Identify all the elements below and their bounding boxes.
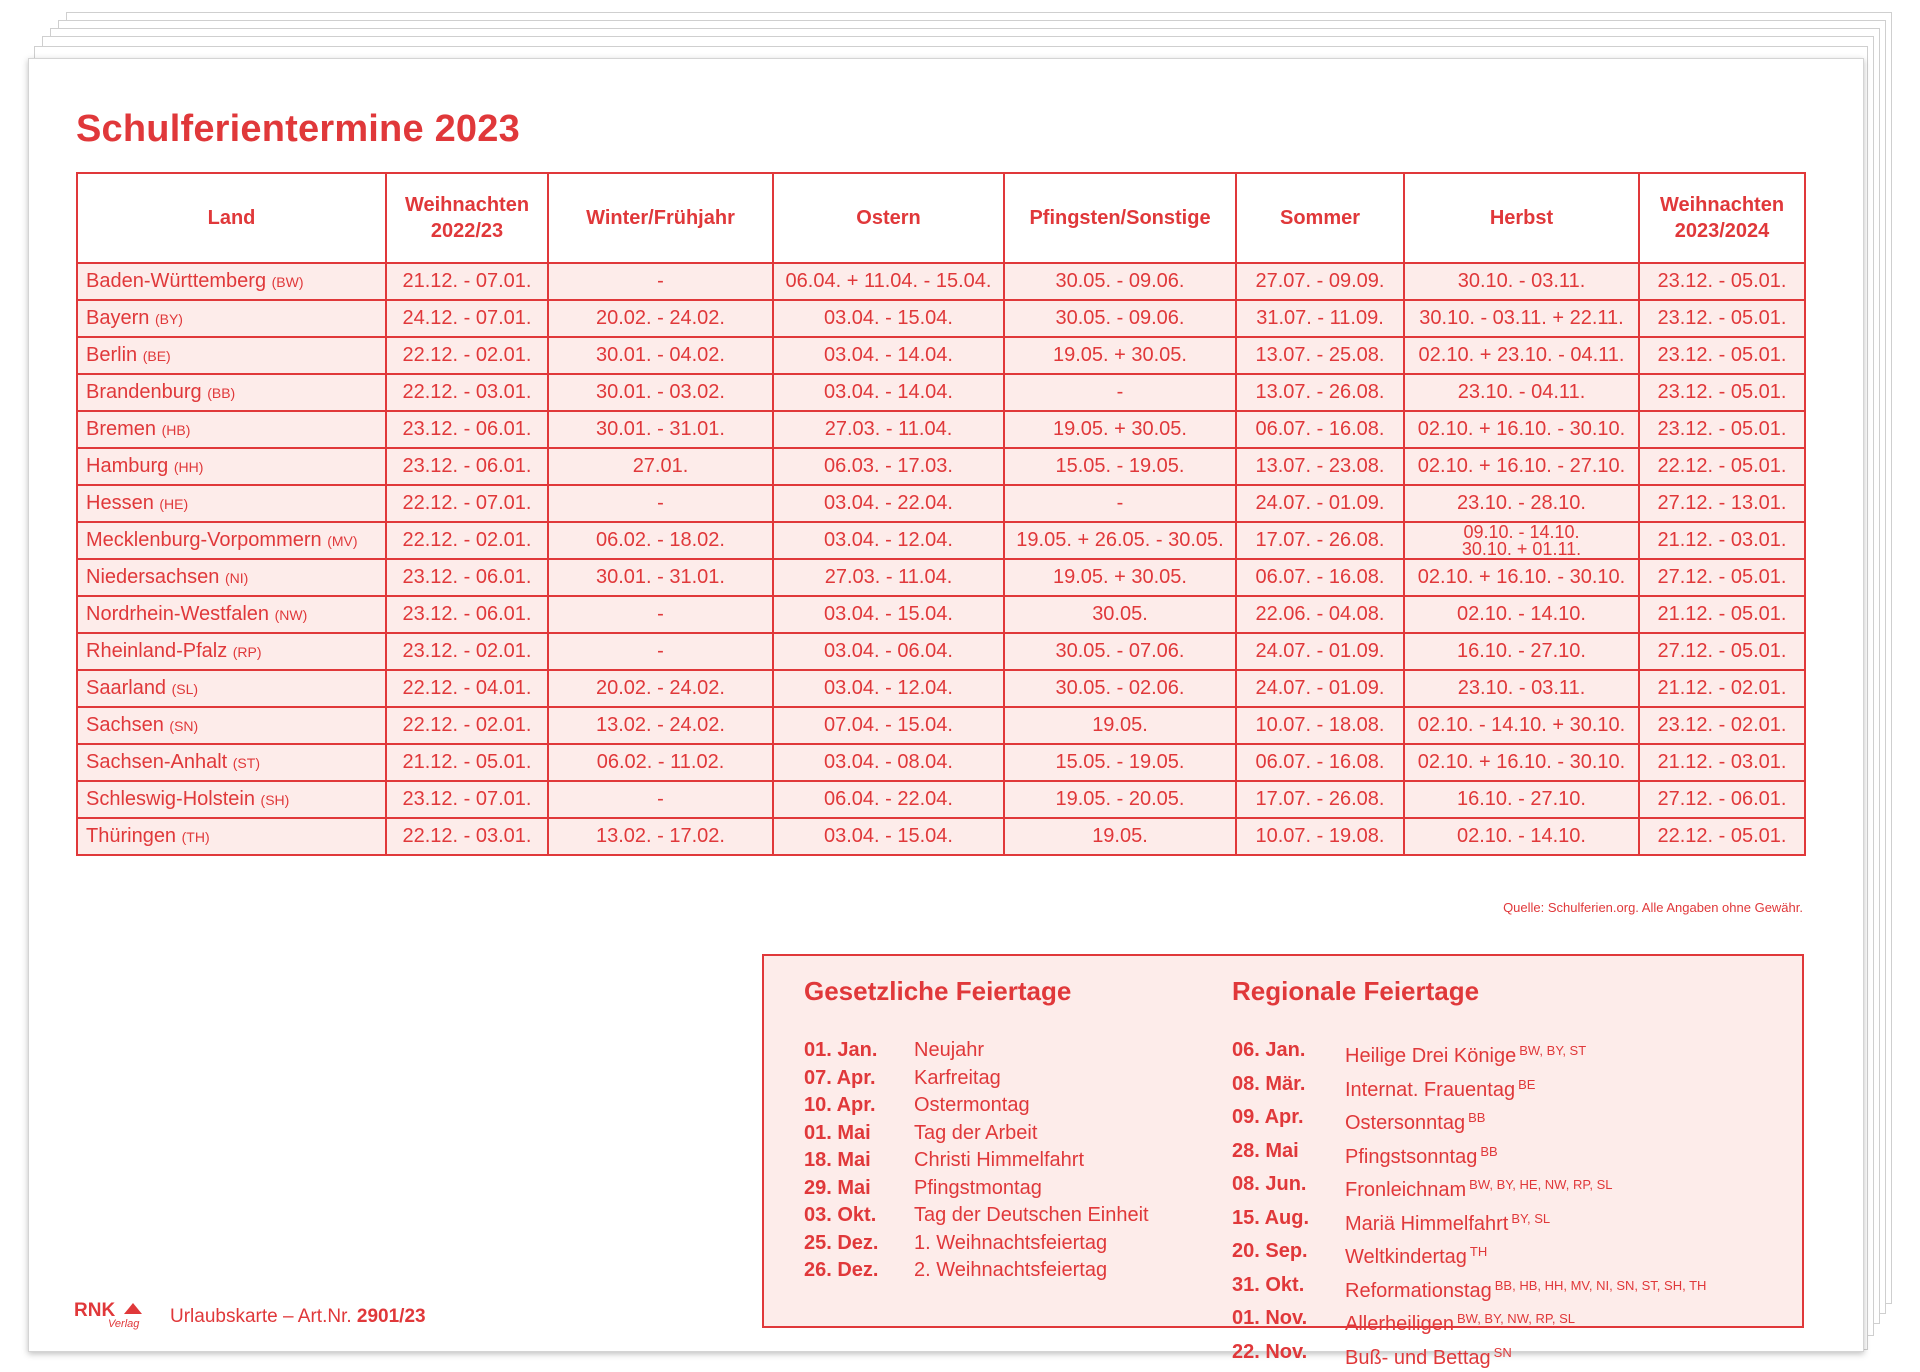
- holiday-range-cell: 03.04. - 14.04.: [773, 337, 1004, 374]
- holiday-range-cell: 30.05.: [1004, 596, 1236, 633]
- holiday-range-cell: 13.07. - 23.08.: [1236, 448, 1404, 485]
- holiday-range-cell: 10.07. - 18.08.: [1236, 707, 1404, 744]
- holiday-range-cell: 30.10. - 03.11. + 22.11.: [1404, 300, 1639, 337]
- holiday-range-cell: 03.04. - 15.04.: [773, 300, 1004, 337]
- holiday-range-cell: 10.07. - 19.08.: [1236, 818, 1404, 855]
- footer: [74, 1300, 426, 1330]
- holiday-states: TH: [1470, 1244, 1487, 1259]
- holiday-range-cell: 23.10. - 03.11.: [1404, 670, 1639, 707]
- holiday-date: 03. Okt.: [804, 1202, 914, 1230]
- state-cell: [77, 522, 386, 559]
- holiday-range-cell: -: [548, 485, 773, 522]
- holiday-range-cell: 23.10. - 28.10.: [1404, 485, 1639, 522]
- holiday-date: 10. Apr.: [804, 1092, 914, 1120]
- holiday-range-cell: 03.04. - 12.04.: [773, 522, 1004, 559]
- table-row: [77, 300, 1805, 337]
- holiday-name: [1345, 1071, 1535, 1105]
- holiday-range-cell: 23.12. - 05.01.: [1639, 337, 1805, 374]
- holiday-name: [1345, 1205, 1550, 1239]
- holiday-name-text: Heilige Drei Könige: [1345, 1045, 1516, 1067]
- holiday-name-text: Tag der Arbeit: [914, 1122, 1037, 1144]
- state-name: Brandenburg: [86, 381, 202, 403]
- rnk-verlag-logo: [74, 1300, 144, 1330]
- holiday-name-text: Weltkindertag: [1345, 1246, 1467, 1268]
- column-header: Weihnachten 2022/23: [386, 173, 548, 263]
- holiday-range-cell: 06.02. - 18.02.: [548, 522, 773, 559]
- holiday-date: 01. Jan.: [804, 1037, 914, 1065]
- holiday-range-cell: 06.03. - 17.03.: [773, 448, 1004, 485]
- holiday-date: 08. Jun.: [1232, 1171, 1345, 1205]
- holiday-range-cell: 13.07. - 25.08.: [1236, 337, 1404, 374]
- column-header: Land: [77, 173, 386, 263]
- national-holidays-heading: Gesetzliche Feiertage: [804, 976, 1149, 1007]
- holiday-range-cell: 22.12. - 02.01.: [386, 707, 548, 744]
- holiday-range-cell: 24.07. - 01.09.: [1236, 633, 1404, 670]
- holiday-name: [914, 1230, 1107, 1258]
- holiday-range-cell: 23.12. - 07.01.: [386, 781, 548, 818]
- holiday-range-cell: 03.04. - 12.04.: [773, 670, 1004, 707]
- holiday-item: [1232, 1037, 1706, 1071]
- holiday-range-cell: 19.05. + 26.05. - 30.05.: [1004, 522, 1236, 559]
- holiday-name: [1345, 1138, 1498, 1172]
- table-row: [77, 559, 1805, 596]
- holiday-range-cell: 22.12. - 04.01.: [386, 670, 548, 707]
- holiday-range-cell: 02.10. + 16.10. - 30.10.: [1404, 559, 1639, 596]
- holiday-range-cell: 30.05. - 07.06.: [1004, 633, 1236, 670]
- holiday-item: [804, 1147, 1149, 1175]
- holiday-name-text: 2. Weihnachtsfeiertag: [914, 1259, 1107, 1281]
- regional-holidays: [1232, 976, 1706, 1372]
- state-name: Nordrhein-Westfalen: [86, 603, 269, 625]
- holiday-range-cell: 02.10. - 14.10.: [1404, 596, 1639, 633]
- holiday-item: [804, 1092, 1149, 1120]
- state-abbreviation: (BB): [207, 385, 235, 401]
- holiday-states: BB: [1468, 1110, 1485, 1125]
- state-cell: [77, 633, 386, 670]
- holiday-states: BY, SL: [1511, 1211, 1550, 1226]
- holiday-range-cell: 16.10. - 27.10.: [1404, 633, 1639, 670]
- page-title: Schulferientermine 2023: [76, 108, 520, 151]
- state-cell: [77, 707, 386, 744]
- holiday-range-cell: 30.01. - 04.02.: [548, 337, 773, 374]
- holiday-name: [1345, 1238, 1487, 1272]
- column-header: Winter/Frühjahr: [548, 173, 773, 263]
- holiday-name-text: Internat. Frauentag: [1345, 1079, 1515, 1101]
- holiday-item: [1232, 1205, 1706, 1239]
- state-abbreviation: (BY): [155, 311, 183, 327]
- holiday-range-cell: 21.12. - 05.01.: [386, 744, 548, 781]
- state-name: Mecklenburg-Vorpommern: [86, 529, 322, 551]
- holiday-range-cell: 06.02. - 11.02.: [548, 744, 773, 781]
- holiday-range-cell: 22.12. - 07.01.: [386, 485, 548, 522]
- holiday-range-cell: 07.04. - 15.04.: [773, 707, 1004, 744]
- table-row: [77, 485, 1805, 522]
- holiday-item: [1232, 1305, 1706, 1339]
- holiday-item: [804, 1257, 1149, 1285]
- holiday-range-cell: -: [548, 596, 773, 633]
- holiday-range-cell: 30.10. - 03.11.: [1404, 263, 1639, 300]
- holiday-name: [914, 1092, 1030, 1120]
- state-name: Thüringen: [86, 825, 176, 847]
- holiday-item: [804, 1202, 1149, 1230]
- holiday-date: 22. Nov.: [1232, 1339, 1345, 1372]
- holiday-range-cell: 30.01. - 03.02.: [548, 374, 773, 411]
- holiday-range-cell: 21.12. - 05.01.: [1639, 596, 1805, 633]
- holiday-item: [1232, 1171, 1706, 1205]
- state-cell: [77, 411, 386, 448]
- holiday-range-cell: 31.07. - 11.09.: [1236, 300, 1404, 337]
- state-abbreviation: (BE): [143, 348, 171, 364]
- holiday-states: BB, HB, HH, MV, NI, SN, ST, SH, TH: [1495, 1278, 1707, 1293]
- holiday-range-cell: 23.12. - 02.01.: [1639, 707, 1805, 744]
- holiday-range-cell: 20.02. - 24.02.: [548, 300, 773, 337]
- state-cell: [77, 263, 386, 300]
- holiday-range-cell: 17.07. - 26.08.: [1236, 522, 1404, 559]
- holiday-name: [914, 1147, 1084, 1175]
- holiday-range-cell: 06.07. - 16.08.: [1236, 411, 1404, 448]
- holiday-name: [914, 1120, 1037, 1148]
- holiday-range-cell: 19.05. + 30.05.: [1004, 559, 1236, 596]
- state-abbreviation: (NI): [225, 570, 248, 586]
- logo-triangle-icon: [124, 1303, 142, 1314]
- holiday-range-cell: 22.06. - 04.08.: [1236, 596, 1404, 633]
- holiday-range-cell: 19.05.: [1004, 707, 1236, 744]
- column-header: Herbst: [1404, 173, 1639, 263]
- holiday-states: BB: [1480, 1144, 1497, 1159]
- state-abbreviation: (SN): [169, 718, 198, 734]
- article-number: [170, 1306, 426, 1328]
- holiday-range-cell: 17.07. - 26.08.: [1236, 781, 1404, 818]
- holiday-name: [914, 1037, 984, 1065]
- holiday-range-cell: 02.10. + 16.10. - 27.10.: [1404, 448, 1639, 485]
- holiday-item: [1232, 1339, 1706, 1372]
- holiday-name-text: Buß- und Bettag: [1345, 1347, 1491, 1369]
- holiday-name-text: Neujahr: [914, 1039, 984, 1061]
- state-name: Baden-Württemberg: [86, 270, 266, 292]
- holiday-name: [1345, 1037, 1586, 1071]
- holiday-range-cell: 06.04. + 11.04. - 15.04.: [773, 263, 1004, 300]
- holiday-date: 06. Jan.: [1232, 1037, 1345, 1071]
- holiday-range-cell: 09.10. - 14.10. 30.10. + 01.11.: [1404, 522, 1639, 559]
- holiday-name-text: Karfreitag: [914, 1067, 1001, 1089]
- holiday-name-text: 1. Weihnachtsfeiertag: [914, 1232, 1107, 1254]
- holiday-name-text: Reformationstag: [1345, 1280, 1492, 1302]
- holiday-range-cell: 24.07. - 01.09.: [1236, 485, 1404, 522]
- holiday-states: BW, BY, HE, NW, RP, SL: [1469, 1177, 1612, 1192]
- holiday-range-cell: 27.12. - 13.01.: [1639, 485, 1805, 522]
- holiday-range-cell: 27.03. - 11.04.: [773, 411, 1004, 448]
- holiday-range-cell: 22.12. - 03.01.: [386, 818, 548, 855]
- article-number-value: 2901/23: [357, 1306, 426, 1327]
- holiday-date: 28. Mai: [1232, 1138, 1345, 1172]
- table-row: [77, 633, 1805, 670]
- holiday-name-text: Tag der Deutschen Einheit: [914, 1204, 1149, 1226]
- regional-holidays-heading: Regionale Feiertage: [1232, 976, 1706, 1007]
- state-cell: [77, 744, 386, 781]
- holiday-range-cell: 27.12. - 06.01.: [1639, 781, 1805, 818]
- holiday-name-text: Mariä Himmelfahrt: [1345, 1213, 1508, 1235]
- state-cell: [77, 485, 386, 522]
- holiday-range-cell: 30.05. - 02.06.: [1004, 670, 1236, 707]
- holiday-range-cell: 22.12. - 02.01.: [386, 337, 548, 374]
- holiday-range-cell: 21.12. - 07.01.: [386, 263, 548, 300]
- table-row: [77, 818, 1805, 855]
- holiday-item: [804, 1037, 1149, 1065]
- state-cell: [77, 818, 386, 855]
- state-name: Niedersachsen: [86, 566, 219, 588]
- holiday-date: 18. Mai: [804, 1147, 914, 1175]
- table-row: [77, 411, 1805, 448]
- holiday-range-cell: 30.05. - 09.06.: [1004, 263, 1236, 300]
- holiday-name-text: Pfingstsonntag: [1345, 1146, 1477, 1168]
- holiday-item: [1232, 1138, 1706, 1172]
- holiday-name: [914, 1202, 1149, 1230]
- holiday-range-cell: 15.05. - 19.05.: [1004, 744, 1236, 781]
- holiday-range-cell: -: [1004, 374, 1236, 411]
- state-abbreviation: (MV): [327, 533, 357, 549]
- state-abbreviation: (BW): [272, 274, 304, 290]
- holiday-range-cell: 24.12. - 07.01.: [386, 300, 548, 337]
- state-cell: [77, 781, 386, 818]
- holiday-range-cell: 03.04. - 15.04.: [773, 596, 1004, 633]
- holiday-range-cell: 22.12. - 05.01.: [1639, 818, 1805, 855]
- holiday-date: 01. Mai: [804, 1120, 914, 1148]
- holiday-range-cell: 19.05. + 30.05.: [1004, 337, 1236, 374]
- holiday-range-cell: 22.12. - 02.01.: [386, 522, 548, 559]
- holiday-range-cell: 23.12. - 05.01.: [1639, 411, 1805, 448]
- state-name: Hessen: [86, 492, 154, 514]
- holiday-states: BW, BY, ST: [1519, 1043, 1586, 1058]
- holiday-range-cell: 23.12. - 05.01.: [1639, 300, 1805, 337]
- holiday-range-cell: 30.05. - 09.06.: [1004, 300, 1236, 337]
- source-note: Quelle: Schulferien.org. Alle Angaben ohne Gewähr.: [1503, 900, 1803, 915]
- state-abbreviation: (RP): [233, 644, 262, 660]
- holiday-range-cell: 16.10. - 27.10.: [1404, 781, 1639, 818]
- holiday-name-text: Fronleichnam: [1345, 1179, 1466, 1201]
- holiday-range-cell: 03.04. - 15.04.: [773, 818, 1004, 855]
- state-name: Rheinland-Pfalz: [86, 640, 227, 662]
- holiday-range-cell: 06.07. - 16.08.: [1236, 744, 1404, 781]
- holiday-range-cell: 23.12. - 06.01.: [386, 411, 548, 448]
- holiday-date: 25. Dez.: [804, 1230, 914, 1258]
- holiday-date: 29. Mai: [804, 1175, 914, 1203]
- state-abbreviation: (HE): [159, 496, 188, 512]
- holiday-name: [914, 1257, 1107, 1285]
- holiday-range-cell: 23.10. - 04.11.: [1404, 374, 1639, 411]
- holiday-range-cell: 19.05. + 30.05.: [1004, 411, 1236, 448]
- holiday-range-cell: -: [548, 263, 773, 300]
- holiday-range-cell: 02.10. + 16.10. - 30.10.: [1404, 411, 1639, 448]
- table-row: [77, 448, 1805, 485]
- holiday-range-cell: 06.04. - 22.04.: [773, 781, 1004, 818]
- state-abbreviation: (HH): [174, 459, 204, 475]
- state-cell: [77, 337, 386, 374]
- holiday-states: SN: [1494, 1345, 1512, 1360]
- holiday-range-cell: 15.05. - 19.05.: [1004, 448, 1236, 485]
- holiday-name-text: Christi Himmelfahrt: [914, 1149, 1084, 1171]
- state-cell: [77, 670, 386, 707]
- holiday-date: 07. Apr.: [804, 1065, 914, 1093]
- state-cell: [77, 559, 386, 596]
- holiday-range-cell: 21.12. - 03.01.: [1639, 744, 1805, 781]
- school-holidays-table: [76, 172, 1806, 856]
- holiday-range-cell: 23.12. - 06.01.: [386, 559, 548, 596]
- holiday-range-cell: 02.10. + 23.10. - 04.11.: [1404, 337, 1639, 374]
- holiday-range-cell: 19.05.: [1004, 818, 1236, 855]
- holiday-range-cell: 24.07. - 01.09.: [1236, 670, 1404, 707]
- holiday-range-cell: 20.02. - 24.02.: [548, 670, 773, 707]
- holiday-range-cell: 21.12. - 03.01.: [1639, 522, 1805, 559]
- holiday-range-cell: 13.02. - 17.02.: [548, 818, 773, 855]
- holiday-range-cell: 03.04. - 08.04.: [773, 744, 1004, 781]
- holiday-range-cell: 06.07. - 16.08.: [1236, 559, 1404, 596]
- holiday-date: 08. Mär.: [1232, 1071, 1345, 1105]
- table-row: [77, 337, 1805, 374]
- holiday-date: 01. Nov.: [1232, 1305, 1345, 1339]
- holiday-item: [1232, 1071, 1706, 1105]
- holiday-name-text: Allerheiligen: [1345, 1313, 1454, 1335]
- holiday-range-cell: 02.10. - 14.10.: [1404, 818, 1639, 855]
- national-holidays: [804, 976, 1149, 1285]
- state-abbreviation: (SL): [172, 681, 198, 697]
- table-row: [77, 522, 1805, 559]
- holiday-range-cell: 27.03. - 11.04.: [773, 559, 1004, 596]
- holiday-range-cell: 02.10. + 16.10. - 30.10.: [1404, 744, 1639, 781]
- holiday-date: 15. Aug.: [1232, 1205, 1345, 1239]
- table-row: [77, 596, 1805, 633]
- holiday-name: [914, 1065, 1001, 1093]
- state-name: Schleswig-Holstein: [86, 788, 255, 810]
- holiday-range-cell: 27.01.: [548, 448, 773, 485]
- column-header: Sommer: [1236, 173, 1404, 263]
- holiday-range-cell: 30.01. - 31.01.: [548, 411, 773, 448]
- holiday-item: [804, 1230, 1149, 1258]
- holiday-range-cell: 27.12. - 05.01.: [1639, 633, 1805, 670]
- holiday-item: [804, 1175, 1149, 1203]
- holiday-range-cell: -: [548, 633, 773, 670]
- holiday-range-cell: 23.12. - 06.01.: [386, 596, 548, 633]
- holidays-box: [762, 954, 1804, 1328]
- holiday-range-cell: -: [548, 781, 773, 818]
- holiday-range-cell: 03.04. - 14.04.: [773, 374, 1004, 411]
- holiday-date: 31. Okt.: [1232, 1272, 1345, 1306]
- holiday-date: 20. Sep.: [1232, 1238, 1345, 1272]
- logo-text: RNK: [74, 1300, 115, 1322]
- holiday-item: [1232, 1272, 1706, 1306]
- state-abbreviation: (NW): [275, 607, 308, 623]
- holiday-date: 26. Dez.: [804, 1257, 914, 1285]
- state-abbreviation: (SH): [261, 792, 290, 808]
- table-row: [77, 707, 1805, 744]
- state-abbreviation: (ST): [233, 755, 260, 771]
- holiday-range-cell: 23.12. - 06.01.: [386, 448, 548, 485]
- holiday-name: [1345, 1305, 1575, 1339]
- state-name: Berlin: [86, 344, 137, 366]
- holiday-range-cell: 23.12. - 02.01.: [386, 633, 548, 670]
- holiday-range-cell: 23.12. - 05.01.: [1639, 374, 1805, 411]
- holiday-range-cell: 19.05. - 20.05.: [1004, 781, 1236, 818]
- state-name: Bayern: [86, 307, 149, 329]
- holiday-range-cell: 03.04. - 22.04.: [773, 485, 1004, 522]
- holiday-range-cell: 27.07. - 09.09.: [1236, 263, 1404, 300]
- state-cell: [77, 300, 386, 337]
- holiday-range-cell: -: [1004, 485, 1236, 522]
- holiday-states: BE: [1518, 1077, 1535, 1092]
- holiday-range-cell: 27.12. - 05.01.: [1639, 559, 1805, 596]
- state-abbreviation: (TH): [182, 829, 210, 845]
- holiday-item: [804, 1065, 1149, 1093]
- holiday-range-cell: 30.01. - 31.01.: [548, 559, 773, 596]
- holiday-states: BW, BY, NW, RP, SL: [1457, 1311, 1575, 1326]
- holiday-name-text: Ostermontag: [914, 1094, 1030, 1116]
- holiday-range-cell: 21.12. - 02.01.: [1639, 670, 1805, 707]
- state-name: Hamburg: [86, 455, 168, 477]
- table-row: [77, 263, 1805, 300]
- holiday-name: [1345, 1339, 1512, 1372]
- column-header: Ostern: [773, 173, 1004, 263]
- holiday-name: [914, 1175, 1042, 1203]
- article-prefix: Urlaubskarte – Art.Nr.: [170, 1306, 352, 1327]
- table-row: [77, 781, 1805, 818]
- holiday-range-cell: 22.12. - 03.01.: [386, 374, 548, 411]
- state-abbreviation: (HB): [162, 422, 191, 438]
- holiday-date: 09. Apr.: [1232, 1104, 1345, 1138]
- logo-subtext: Verlag: [108, 1318, 139, 1330]
- state-name: Bremen: [86, 418, 156, 440]
- holiday-range-cell: 02.10. - 14.10. + 30.10.: [1404, 707, 1639, 744]
- state-cell: [77, 596, 386, 633]
- state-cell: [77, 374, 386, 411]
- holiday-item: [804, 1120, 1149, 1148]
- holiday-name-text: Pfingstmontag: [914, 1177, 1042, 1199]
- table-row: [77, 670, 1805, 707]
- holiday-range-cell: 13.02. - 24.02.: [548, 707, 773, 744]
- holiday-range-cell: 23.12. - 05.01.: [1639, 263, 1805, 300]
- state-cell: [77, 448, 386, 485]
- table-row: [77, 374, 1805, 411]
- holiday-name-text: Ostersonntag: [1345, 1112, 1465, 1134]
- holiday-range-cell: 22.12. - 05.01.: [1639, 448, 1805, 485]
- holiday-item: [1232, 1238, 1706, 1272]
- table-row: [77, 744, 1805, 781]
- state-name: Saarland: [86, 677, 166, 699]
- holiday-name: [1345, 1104, 1485, 1138]
- holiday-item: [1232, 1104, 1706, 1138]
- holiday-range-cell: 03.04. - 06.04.: [773, 633, 1004, 670]
- column-header: Pfingsten/Sonstige: [1004, 173, 1236, 263]
- state-name: Sachsen-Anhalt: [86, 751, 227, 773]
- holiday-range-cell: 13.07. - 26.08.: [1236, 374, 1404, 411]
- holiday-name: [1345, 1171, 1612, 1205]
- holiday-name: [1345, 1272, 1706, 1306]
- state-name: Sachsen: [86, 714, 164, 736]
- column-header: Weihnachten 2023/2024: [1639, 173, 1805, 263]
